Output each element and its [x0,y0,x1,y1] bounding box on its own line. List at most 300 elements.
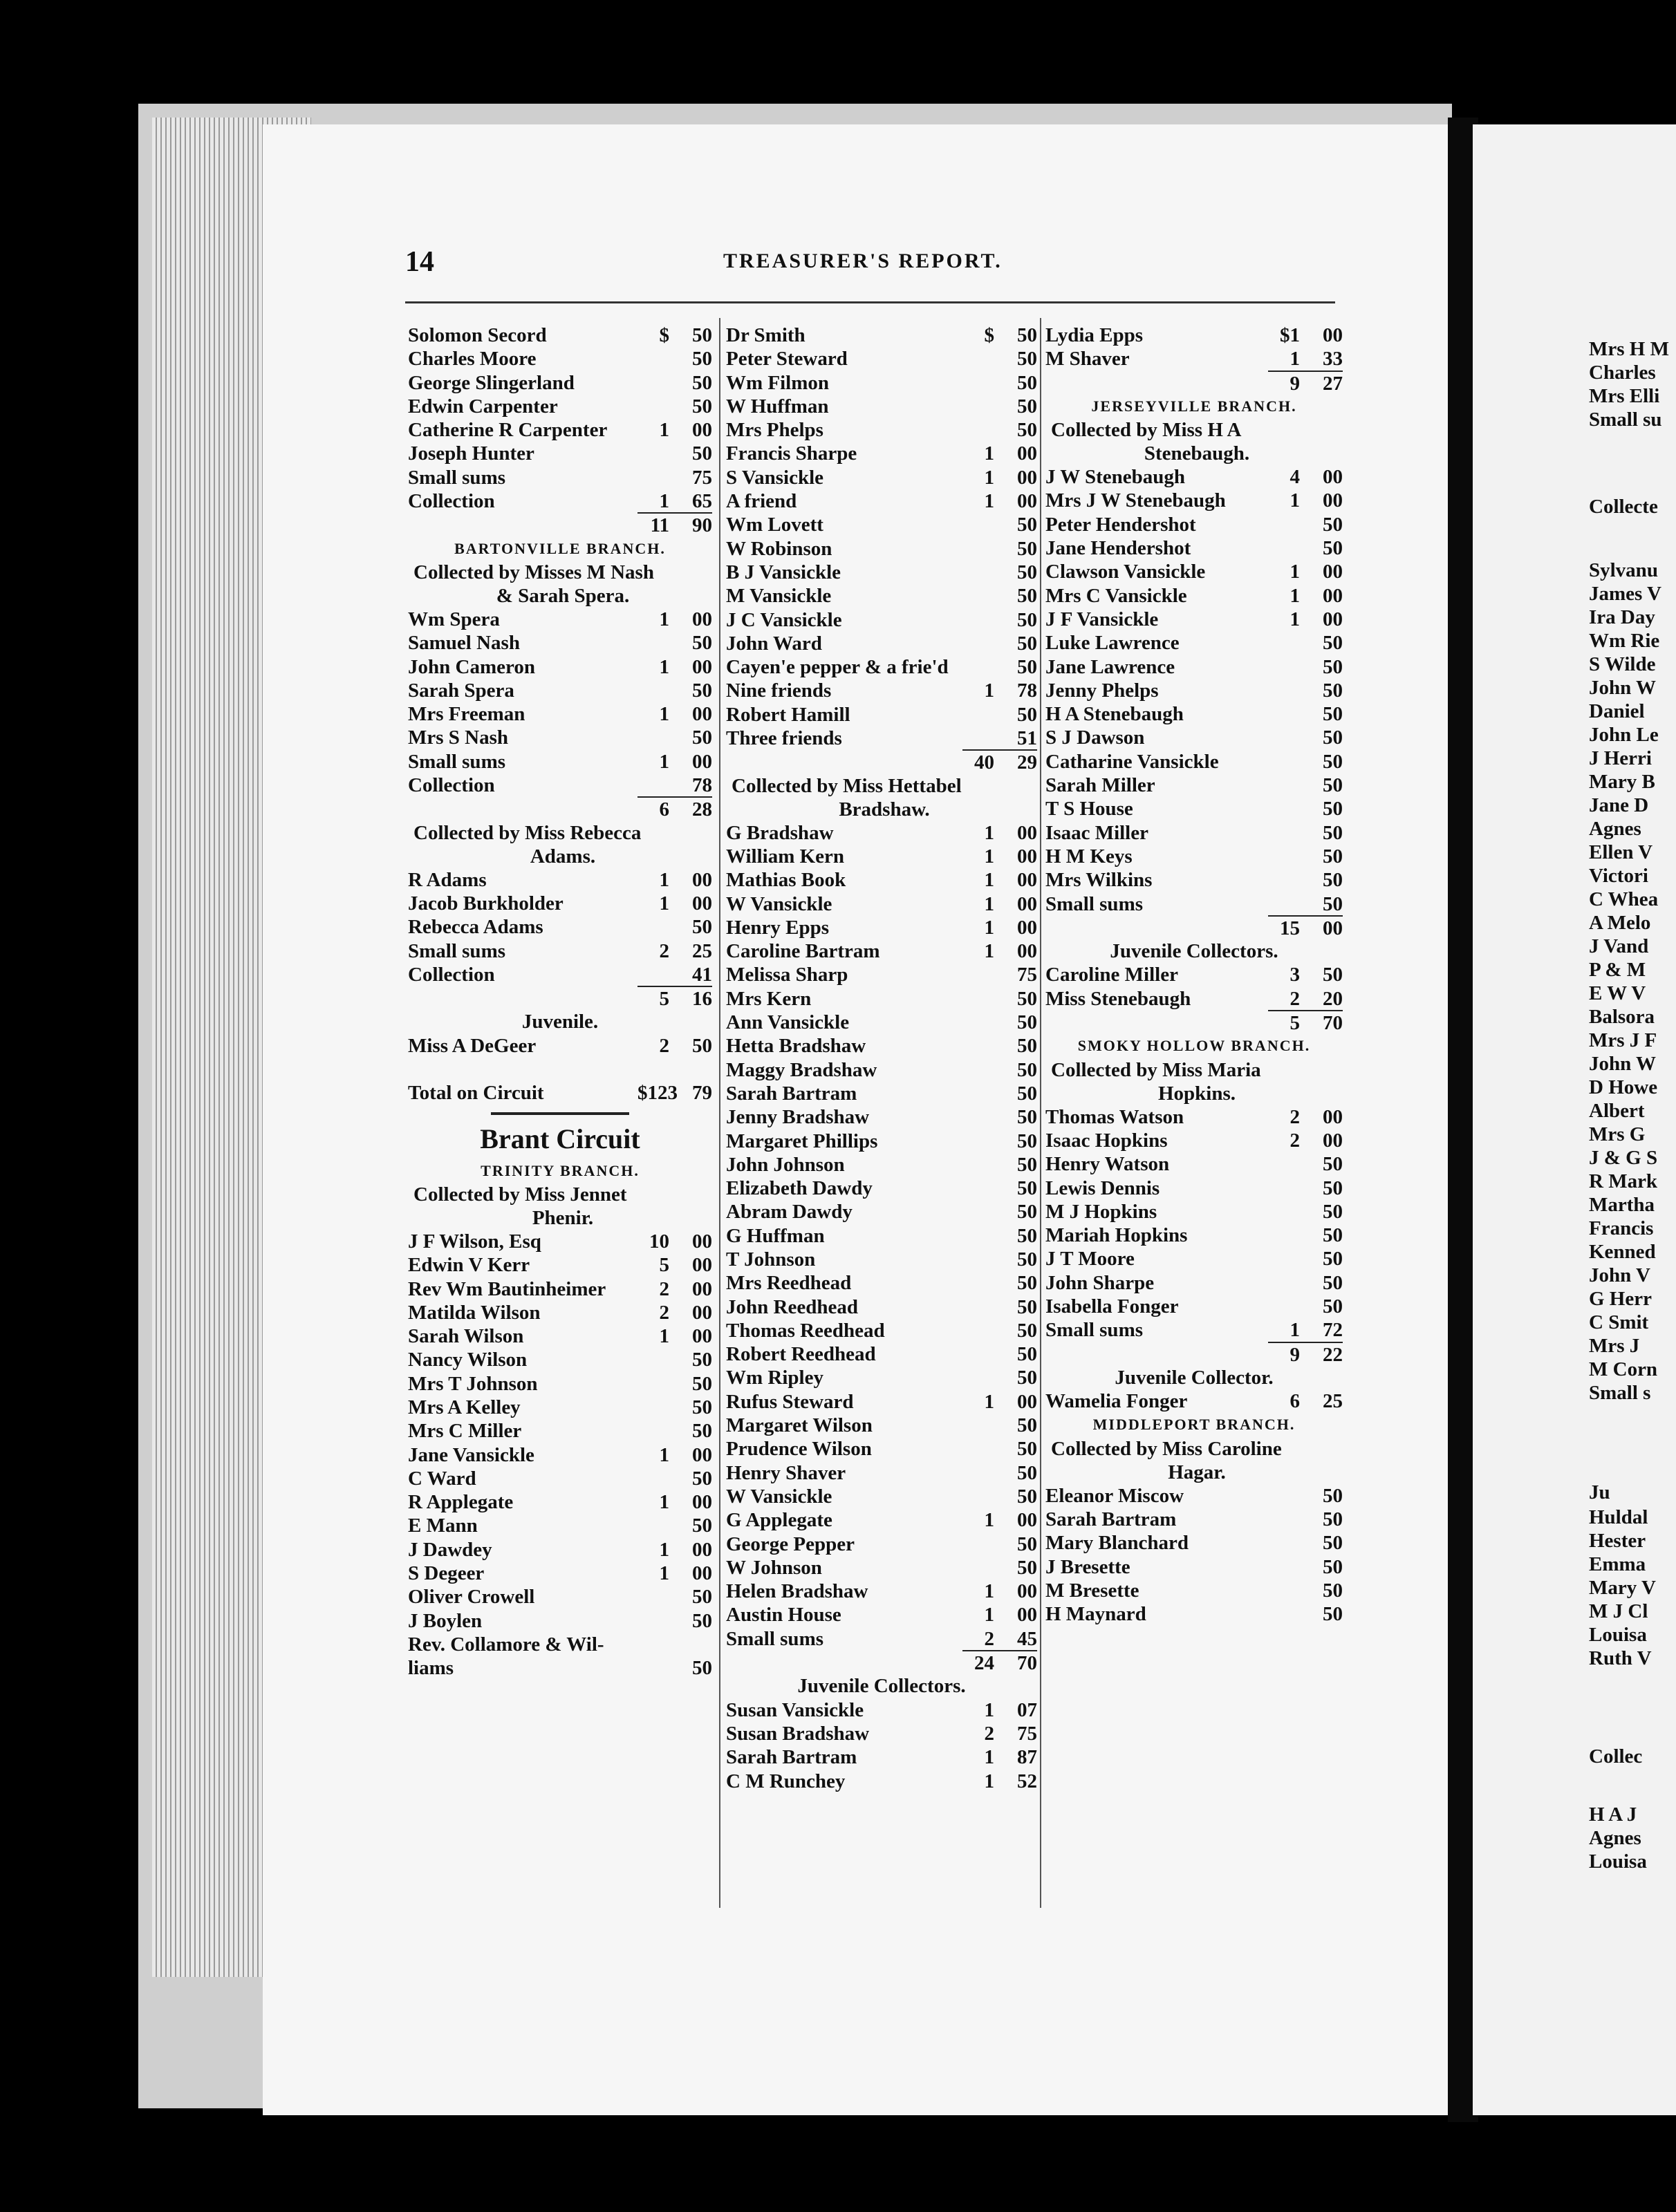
amount-cents: 00 [1017,869,1037,892]
next-page-line: Charles [1589,362,1656,384]
next-page-line: C Whea [1589,888,1659,910]
amount-dollars: 2 [984,1722,994,1745]
amount-cents: 50 [692,348,712,371]
contribution-row [726,679,1037,702]
next-page-line: M Corn [1589,1358,1658,1380]
contributor-name: W Robinson [726,537,832,560]
collector-line: Hopkins. [1157,1082,1236,1105]
contributor-name: G Huffman [726,1224,825,1247]
contributor-name: J C Vansickle [726,608,842,631]
contribution-row [1045,1129,1343,1152]
contribution-row [726,868,1037,892]
contribution-row [408,679,712,702]
contributor-name: Sarah Wilson [408,1325,524,1348]
amount-dollars: 1 [984,1770,994,1792]
contribution-row [726,513,1037,536]
amount-cents: 00 [1323,584,1343,607]
contribution-row [1045,1105,1343,1129]
collector-line: Collected by Miss Maria [1051,1058,1261,1081]
contribution-row [408,726,712,749]
contributor-name: George Slingerland [408,371,575,394]
amount-dollars: 1 [1289,608,1300,630]
contributor-name: Caroline Miller [1045,964,1178,986]
contribution-row [1045,1579,1343,1602]
amount-cents: 00 [1017,845,1037,868]
branch-heading: SMOKY HOLLOW BRANCH. [1077,1037,1311,1055]
contribution-row [726,1319,1037,1342]
contribution-row [408,395,712,418]
amount-cents: 00 [1017,916,1037,939]
amount-cents: 50 [1323,1484,1343,1507]
next-page-line: John V [1589,1264,1650,1286]
contribution-row [1045,655,1343,679]
amount-cents: 50 [692,632,712,655]
amount-dollars: $123 [637,1082,678,1105]
amount-cents: 50 [1017,703,1037,726]
contribution-row [726,1485,1037,1508]
amount-cents: 00 [1017,821,1037,844]
contribution-row [726,347,1037,371]
contributor-name: Solomon Secord [408,324,547,346]
contribution-row [726,1034,1037,1058]
amount-cents: 00 [692,1562,712,1585]
contributor-name: John Sharpe [1045,1271,1155,1294]
contributor-name: S Degeer [408,1562,485,1585]
amount-cents: 00 [1017,1390,1037,1413]
contributor-name: J F Vansickle [1045,608,1159,630]
contribution-row [726,371,1037,395]
contribution-row [408,963,712,986]
column-1 [408,324,712,1680]
contribution-row [1045,513,1343,536]
amount-cents: 00 [1300,915,1343,940]
contribution-row [408,1081,712,1105]
amount-cents: 50 [1323,750,1343,773]
contributor-name: T S House [1045,798,1133,821]
contribution-row [408,1562,712,1585]
amount-cents: 00 [1017,466,1037,489]
amount-cents: 50 [1323,1555,1343,1578]
contribution-row [408,489,712,513]
amount-dollars: 10 [649,1230,669,1253]
contributor-name: Isaac Miller [1045,821,1148,844]
contributor-name: B J Vansickle [726,561,841,583]
amount-cents: 00 [692,1230,712,1253]
contribution-row [726,939,1037,963]
amount-dollars: 1 [984,1698,994,1721]
contributor-name: C M Runchey [726,1770,846,1792]
contribution-row [408,1034,712,1058]
contribution-row [726,1011,1037,1034]
contribution-row [1045,702,1343,726]
contribution-row [1045,1295,1343,1318]
amount-dollars: 1 [1289,561,1300,583]
contribution-row [1045,821,1343,845]
contribution-row [1045,324,1343,347]
amount-dollars: 1 [984,466,994,489]
amount-cents: 00 [692,868,712,891]
amount-cents: 00 [1323,466,1343,489]
amount-cents: 50 [1323,964,1343,986]
contribution-row [1045,845,1343,868]
amount-cents: 00 [1323,561,1343,583]
contribution-row [1045,1531,1343,1555]
amount-dollars: 2 [1289,1105,1300,1128]
contributor-name: Elizabeth Dawdy [726,1177,873,1200]
contributor-name: Lewis Dennis [1045,1177,1160,1199]
next-page-line: Louisa [1589,1850,1647,1873]
contribution-row [726,1366,1037,1389]
contribution-row [1045,679,1343,702]
contributor-name: Mrs Freeman [408,703,525,726]
group-heading: Juvenile Collector. [1115,1366,1274,1389]
contributor-name: Wm Ripley [726,1367,823,1389]
amount-cents: 50 [1017,1153,1037,1176]
amount-cents: 25 [1323,1390,1343,1413]
circuit-heading: Brant Circuit [480,1123,640,1154]
collector-heading [1045,1058,1343,1105]
collector-line: Collected by Miss H A [1051,419,1242,442]
amount-cents: 00 [692,608,712,630]
amount-cents: 70 [1300,1010,1343,1035]
amount-dollars: 1 [984,940,994,963]
subtotal-row [1045,1342,1343,1366]
amount-cents: 70 [994,1650,1037,1675]
amount-cents: 50 [1323,869,1343,892]
contributor-name: M Vansickle [726,585,832,608]
amount-dollars: 6 [637,796,669,821]
amount-dollars: 15 [1268,915,1300,940]
amount-cents: 90 [669,512,712,537]
header-rule [405,301,1335,303]
contributor-name: A friend [726,490,797,513]
amount-cents: 50 [692,1657,712,1680]
amount-dollars: 1 [659,868,669,891]
page-number: 14 [405,246,434,278]
next-page-line: G Herr [1589,1288,1652,1310]
contributor-name: C Ward [408,1467,476,1490]
contribution-row [726,655,1037,679]
amount-dollars: 11 [637,512,669,537]
contributor-name: Francis Sharpe [726,442,857,465]
column-divider [719,318,720,1908]
contributor-name: Mathias Book [726,869,846,892]
amount-dollars: 5 [637,986,669,1011]
next-page-line: Francis [1589,1217,1654,1239]
amount-dollars: 5 [1268,1010,1300,1035]
contributor-name: Jacob Burkholder [408,892,564,915]
amount-cents: 50 [1323,1177,1343,1199]
contribution-row [1045,726,1343,749]
amount-cents: 00 [692,1254,712,1277]
contribution-row [726,1556,1037,1580]
contribution-row [408,1348,712,1371]
subtotal-row [1045,371,1343,395]
contributor-name: Wamelia Fonger [1045,1390,1188,1413]
amount-cents: 25 [692,939,712,962]
amount-cents: 50 [1017,1367,1037,1389]
amount-cents: 00 [692,1491,712,1514]
amount-cents: 00 [692,1301,712,1324]
contribution-row [726,727,1037,750]
amount-cents: 50 [1017,1319,1037,1342]
contributor-name: Cayen'e pepper & a frie'd [726,656,949,679]
contribution-row [726,892,1037,916]
next-page-line: Victori [1589,865,1648,887]
amount-dollars: 1 [659,419,669,442]
amount-cents: 50 [1017,1058,1037,1081]
contributor-name: E Mann [408,1515,478,1537]
contribution-row [1045,347,1343,371]
contributor-name: Caroline Bartram [726,940,880,963]
contribution-row [726,1153,1037,1177]
amount-dollars: 9 [1268,371,1300,395]
contributor-name: Nancy Wilson [408,1349,528,1371]
contribution-row [1045,1200,1343,1224]
contributor-name: W Vansickle [726,1485,832,1508]
amount-cents: 50 [1323,1200,1343,1223]
contributor-name: Jenny Phelps [1045,679,1159,702]
contribution-row [408,1585,712,1609]
contribution-row [726,418,1037,442]
contribution-row [726,1224,1037,1248]
contribution-row [408,939,712,963]
amount-cents: 00 [1017,1580,1037,1603]
blank-row [408,1058,712,1081]
collector-heading [726,774,1037,821]
contribution-row [726,1105,1037,1129]
contribution-row [1045,1318,1343,1342]
amount-cents: 50 [1017,1035,1037,1058]
contributor-name: T Johnson [726,1248,816,1271]
next-page-line: Kenned [1589,1241,1656,1263]
contributor-name: Mrs C Vansickle [1045,584,1187,607]
contribution-row [408,750,712,774]
amount-dollars: 1 [659,892,669,915]
contributor-name: J Dawdey [408,1538,492,1561]
contributor-name: W Johnson [726,1556,822,1579]
contributor-name: Catherine R Carpenter [408,419,608,442]
amount-cents: 50 [1323,1153,1343,1176]
contribution-row [726,821,1037,845]
amount-cents: 50 [692,371,712,394]
amount-cents: 00 [1017,490,1037,513]
contributor-name: M Bresette [1045,1579,1139,1602]
amount-dollars: 1 [984,442,994,465]
amount-cents: 07 [1017,1698,1037,1721]
contributor-name: Rebecca Adams [408,916,543,939]
contributor-name: Mrs Reedhead [726,1272,852,1295]
amount-dollars: 1 [1289,489,1300,512]
contributor-name: Prudence Wilson [726,1438,872,1461]
contribution-row [1045,1224,1343,1247]
contribution-row [726,1437,1037,1461]
contribution-row [726,1627,1037,1651]
contribution-row [726,1533,1037,1556]
group-heading: Juvenile Collectors. [797,1675,966,1698]
next-page-line: Jane D [1589,794,1649,816]
amount-cents: 50 [1017,1461,1037,1484]
contributor-name: Susan Vansickle [726,1698,864,1721]
amount-cents: 50 [1323,774,1343,797]
next-page-line: Balsora [1589,1006,1655,1028]
contributor-name: Hetta Bradshaw [726,1035,866,1058]
amount-dollars: $ [659,324,669,346]
amount-cents: 50 [1323,1224,1343,1247]
contributor-name: Jane Hendershot [1045,537,1191,560]
amount-cents: 50 [692,1034,712,1057]
amount-cents: 50 [1017,395,1037,418]
amount-cents: 50 [692,442,712,465]
contribution-row [1045,892,1343,916]
amount-cents: 50 [1017,1343,1037,1366]
amount-cents: 20 [1323,987,1343,1010]
collector-line: Collected by Misses M Nash [413,561,654,583]
subtotal-row [408,513,712,536]
contribution-row [408,1490,712,1514]
contributor-name: Mrs T Johnson [408,1372,538,1395]
amount-dollars: 1 [984,1580,994,1603]
contribution-row [408,1538,712,1562]
contributor-name: Mrs C Miller [408,1420,522,1443]
contributor-name: Margaret Wilson [726,1414,873,1437]
contribution-row [1045,1508,1343,1531]
next-page-line: Albert [1589,1100,1645,1122]
contribution-row [726,1508,1037,1532]
amount-cents: 00 [1017,940,1037,963]
contribution-row [726,561,1037,584]
contributor-name: Peter Steward [726,348,848,371]
contributor-name: Mrs Wilkins [1045,869,1153,892]
subtotal-row [408,797,712,821]
collector-line: Collected by Miss Rebecca [413,821,642,844]
contribution-row [726,1698,1037,1722]
contributor-name: Small sums [1045,1319,1144,1342]
subtotal-row [726,1651,1037,1674]
contributor-name: Joseph Hunter [408,442,534,465]
amount-cents: 50 [1017,1556,1037,1579]
subtotal-row [1045,1011,1343,1034]
amount-cents: 50 [692,1372,712,1395]
amount-cents: 50 [1017,1272,1037,1295]
contribution-row [408,1656,712,1680]
collector-line: Stenebaugh. [1144,442,1250,465]
contribution-row [1045,465,1343,489]
contributor-name: Edwin Carpenter [408,395,558,418]
column-2 [726,324,1037,1793]
amount-cents: 50 [1323,655,1343,678]
contribution-row [726,537,1037,561]
amount-cents: 16 [669,986,712,1011]
amount-cents: 50 [692,1396,712,1418]
amount-cents: 50 [1017,348,1037,371]
amount-cents: 50 [1017,1130,1037,1152]
amount-dollars: 1 [984,916,994,939]
contributor-name: Sarah Bartram [726,1746,857,1769]
next-page-line: R Mark [1589,1170,1658,1192]
amount-cents: 00 [1323,1129,1343,1152]
next-page-line: Mrs H M [1589,338,1669,360]
amount-dollars: 1 [984,1509,994,1532]
contributor-name: Helen Bradshaw [726,1580,868,1603]
collector-heading [1045,418,1343,465]
contributor-name: Jane Lawrence [1045,655,1175,678]
amount-cents: 72 [1323,1319,1343,1342]
contributor-name: John Reedhead [726,1295,858,1318]
contribution-row [726,1342,1037,1366]
amount-dollars: 1 [659,703,669,726]
contribution-row [726,489,1037,513]
contribution-row [726,608,1037,632]
contribution-row [726,1177,1037,1200]
contributor-name: Total on Circuit [408,1082,544,1105]
subtotal-row [408,986,712,1010]
contributor-name: Robert Hamill [726,703,850,726]
contribution-row [726,703,1037,727]
contributor-name: Robert Reedhead [726,1343,876,1366]
amount-dollars: 2 [659,939,669,962]
contribution-row [408,418,712,442]
amount-cents: 50 [1323,845,1343,868]
next-page-line: Collecte [1589,496,1658,518]
amount-cents: 78 [692,774,712,797]
collector-heading [408,821,712,868]
amount-cents: 50 [1017,1011,1037,1034]
next-page-line: Agnes [1589,1827,1641,1849]
contribution-row [1045,797,1343,821]
contribution-row [408,1419,712,1443]
contribution-row [1045,987,1343,1011]
amount-dollars: 1 [659,1538,669,1561]
contribution-row [1045,1555,1343,1579]
contribution-row [1045,750,1343,774]
amount-cents: 22 [1300,1342,1343,1367]
amount-cents: 50 [1017,1414,1037,1437]
next-page-line: J & G S [1589,1147,1658,1169]
amount-dollars: 2 [1289,1129,1300,1152]
contributor-name: S J Dawson [1045,727,1145,749]
contribution-row [408,655,712,679]
amount-cents: 50 [1017,585,1037,608]
amount-cents: 50 [692,1586,712,1609]
next-page-line: J Vand [1589,935,1649,957]
amount-dollars: 6 [1289,1390,1300,1413]
contributor-name: M J Hopkins [1045,1200,1157,1223]
next-page-line: Ellen V [1589,841,1653,863]
amount-cents: 65 [692,490,712,513]
amount-dollars: 1 [659,1491,669,1514]
contribution-row [726,632,1037,655]
contribution-row [408,1324,712,1348]
next-page-line: S Wilde [1589,653,1656,675]
amount-dollars: 1 [659,1443,669,1466]
contribution-row [726,963,1037,986]
amount-cents: 51 [1017,727,1037,750]
collector-line: Adams. [530,845,596,868]
amount-cents: 50 [1323,1271,1343,1294]
contribution-row [726,845,1037,868]
amount-cents: 00 [692,750,712,773]
contributor-name: Lydia Epps [1045,324,1144,346]
amount-dollars: 1 [659,608,669,630]
contribution-row [408,1277,712,1301]
amount-cents: 00 [692,892,712,915]
contributor-name: Charles Moore [408,348,537,371]
next-page-line: Mrs Elli [1589,385,1660,407]
next-page-line: James V [1589,583,1661,605]
amount-cents: 00 [692,1325,712,1348]
contributor-name: Henry Epps [726,916,830,939]
